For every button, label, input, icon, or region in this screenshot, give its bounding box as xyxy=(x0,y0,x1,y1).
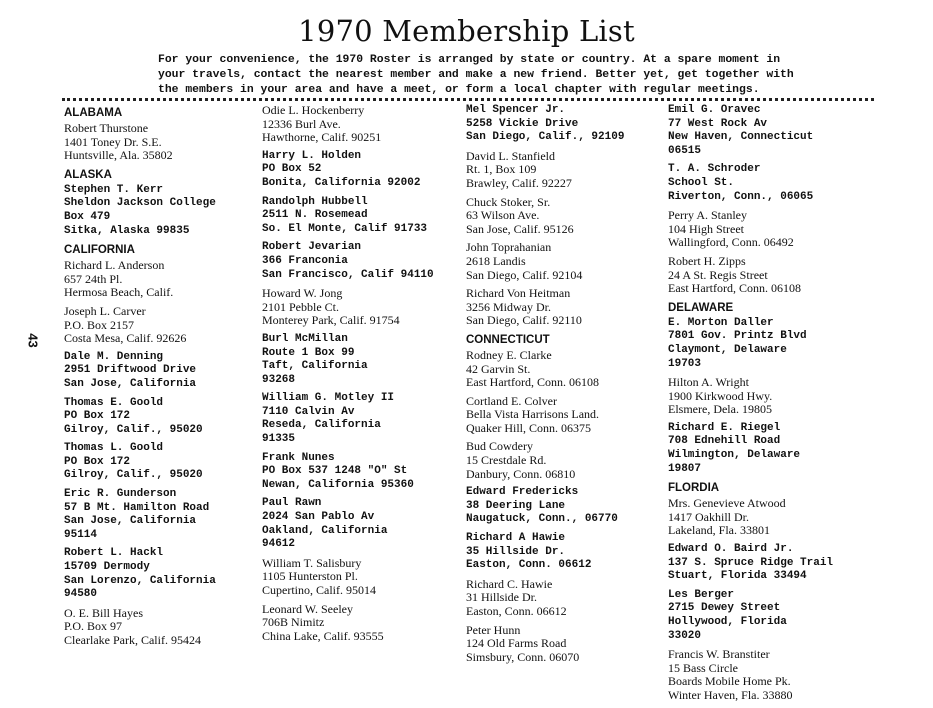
member-entry xyxy=(64,305,254,346)
member-name: Randolph Hubbell xyxy=(262,195,368,208)
intro-paragraph xyxy=(158,53,888,98)
member-address-line: 708 Ednehill Road xyxy=(668,435,781,448)
member-name: Leonard W. Seeley xyxy=(262,601,353,616)
member-entry xyxy=(668,543,888,584)
member-entry xyxy=(466,440,666,481)
member-address-line: 57 B Mt. Hamilton Road xyxy=(64,501,210,514)
member-name: Robert H. Zipps xyxy=(668,253,746,268)
member-address-line: 2951 Driftwood Drive xyxy=(64,364,197,377)
member-address-line: Bella Vista Harrisons Land. xyxy=(466,407,600,422)
member-address-line: Gilroy, Calif., 95020 xyxy=(64,423,203,436)
member-entry xyxy=(64,184,254,238)
member-address-line: 137 S. Spruce Ridge Trail xyxy=(668,556,834,569)
member-address-line: Monterey Park, Calif. 91754 xyxy=(262,313,400,328)
member-name: Mrs. Genevieve Atwood xyxy=(668,496,786,511)
member-address-line: 63 Wilson Ave. xyxy=(466,208,540,223)
member-entry xyxy=(262,287,462,328)
member-address-line: Hollywood, Florida xyxy=(668,616,787,628)
member-address-line: 2101 Pebble Ct. xyxy=(262,299,339,314)
member-address-line: Sitka, Alaska 99835 xyxy=(64,224,190,237)
member-address-line: East Hartford, Conn. 06108 xyxy=(668,281,801,296)
member-address-line: PO Box 172 xyxy=(64,410,131,423)
member-address-line: 38 Deering Lane xyxy=(466,499,566,512)
member-name: Les Berger xyxy=(668,588,735,601)
member-name: Odie L. Hockenberry xyxy=(262,103,365,117)
page-title: 1970 Membership List xyxy=(298,14,635,48)
member-address-line: PO Box 537 1248 "O" St xyxy=(262,465,408,478)
member-name: Richard E. Riegel xyxy=(668,421,781,434)
member-name: Mel Spencer Jr. xyxy=(466,104,566,116)
member-entry xyxy=(668,376,888,417)
member-address-line: 15709 Dermody xyxy=(64,561,150,574)
member-name: Edward O. Baird Jr. xyxy=(668,543,794,556)
intro-line: the members in your area and have a meet, or form a local chapter with regular meetings. xyxy=(158,84,760,96)
member-name: Robert Thurstone xyxy=(64,121,149,135)
member-address-line: 366 Franconia xyxy=(262,254,348,267)
member-name: Peter Hunn xyxy=(466,622,521,637)
member-entry xyxy=(668,497,888,538)
member-address-line: 19703 xyxy=(668,357,702,370)
member-name: Hilton A. Wright xyxy=(668,375,749,390)
member-address-line: Wallingford, Conn. 06492 xyxy=(668,235,794,250)
member-address-line: 7110 Calvin Av xyxy=(262,405,355,418)
member-name: Richard C. Hawie xyxy=(466,576,553,591)
member-address-line: 42 Garvin St. xyxy=(466,361,531,376)
member-name: T. A. Schroder xyxy=(668,163,761,176)
member-name: O. E. Bill Hayes xyxy=(64,605,143,620)
roster-column-4 xyxy=(668,104,888,708)
member-entry xyxy=(64,607,254,648)
state-heading: CONNECTICUT xyxy=(466,333,550,346)
roster-column-2 xyxy=(262,104,462,648)
member-entry xyxy=(668,104,888,158)
member-address-line: Simsbury, Conn. 06070 xyxy=(466,649,580,664)
member-address-line: Oakland, California xyxy=(262,524,388,537)
member-entry xyxy=(64,351,254,392)
member-entry xyxy=(64,259,254,300)
member-address-line: 35 Hillside Dr. xyxy=(466,545,566,558)
member-address-line: Bonita, California 92002 xyxy=(262,176,421,189)
member-entry xyxy=(466,532,666,573)
member-name: Robert Jevarian xyxy=(262,241,362,254)
member-address-line: 91335 xyxy=(262,433,296,446)
state-heading: ALABAMA xyxy=(64,107,123,119)
member-name: William T. Salisbury xyxy=(262,555,362,570)
state-heading: ALASKA xyxy=(64,168,112,181)
member-name: Richard A Hawie xyxy=(466,532,566,545)
member-entry xyxy=(262,497,462,551)
member-name: Howard W. Jong xyxy=(262,286,343,301)
member-entry xyxy=(262,241,462,282)
member-address-line: So. El Monte, Calif 91733 xyxy=(262,222,428,235)
member-name: Thomas E. Goold xyxy=(64,396,164,409)
member-address-line: 15 Crestdale Rd. xyxy=(466,453,547,468)
member-name: Cortland E. Colver xyxy=(466,393,557,408)
member-address-line: Gilroy, Calif., 95020 xyxy=(64,469,203,482)
member-name: David L. Stanfield xyxy=(466,148,555,163)
member-address-line: P.O. Box 2157 xyxy=(64,317,135,332)
member-entry xyxy=(466,241,666,282)
member-entry xyxy=(466,395,666,436)
member-address-line: Hawthorne, Calif. 90251 xyxy=(262,130,382,145)
member-address-line: Winter Haven, Fla. 33880 xyxy=(668,687,793,702)
member-entry xyxy=(262,392,462,446)
member-address-line: School St. xyxy=(668,176,735,189)
member-address-line: China Lake, Calif. 93555 xyxy=(262,628,384,643)
member-address-line: Hermosa Beach, Calif. xyxy=(64,285,174,300)
member-address-line: P.O. Box 97 xyxy=(64,619,123,634)
member-address-line: San Jose, California xyxy=(64,515,197,528)
member-entry xyxy=(262,452,462,493)
member-name: E. Morton Daller xyxy=(668,316,774,329)
member-entry xyxy=(262,557,462,598)
member-address-line: 7801 Gov. Printz Blvd xyxy=(668,330,807,343)
state-heading: DELAWARE xyxy=(668,301,734,314)
member-address-line: Riverton, Conn., 06065 xyxy=(668,190,814,203)
member-address-line: San Lorenzo, California xyxy=(64,574,216,587)
member-address-line: 124 Old Farms Road xyxy=(466,636,567,651)
member-name: Robert L. Hackl xyxy=(64,547,164,560)
member-name: Perry A. Stanley xyxy=(668,208,747,223)
member-address-line: East Hartford, Conn. 06108 xyxy=(466,375,599,390)
member-address-line: Reseda, California xyxy=(262,419,381,432)
member-address-line: 2024 San Pablo Av xyxy=(262,511,375,524)
member-name: William G. Motley II xyxy=(262,392,395,405)
member-entry xyxy=(466,104,666,145)
member-entry xyxy=(466,349,666,390)
member-address-line: 31 Hillside Dr. xyxy=(466,590,537,605)
member-entry xyxy=(64,397,254,438)
member-address-line: San Jose, Calif. 95126 xyxy=(466,221,574,236)
member-entry xyxy=(466,196,666,237)
member-address-line: PO Box 172 xyxy=(64,455,131,468)
member-address-line: Easton, Conn. 06612 xyxy=(466,604,567,618)
member-address-line: New Haven, Connecticut xyxy=(668,131,814,144)
member-address-line: 93268 xyxy=(262,373,296,386)
member-address-line: Naugatuck, Conn., 06770 xyxy=(466,513,618,526)
member-entry xyxy=(64,122,254,163)
member-name: Edward Fredericks xyxy=(466,486,579,499)
member-address-line: Wilmington, Delaware xyxy=(668,449,801,462)
member-entry xyxy=(466,624,666,665)
member-entry xyxy=(466,287,666,328)
member-name: Dale M. Denning xyxy=(64,350,164,363)
member-entry xyxy=(668,317,888,371)
member-name: John Toprahanian xyxy=(466,240,552,255)
roster-column-3 xyxy=(466,104,666,669)
member-entry xyxy=(64,547,254,601)
member-entry xyxy=(262,603,462,644)
member-address-line: 1900 Kirkwood Hwy. xyxy=(668,388,773,403)
member-address-line: 33020 xyxy=(668,629,702,642)
state-heading: CALIFORNIA xyxy=(64,244,135,257)
member-name: Richard L. Anderson xyxy=(64,258,165,273)
member-address-line: Elsmere, Dela. 19805 xyxy=(668,402,772,417)
member-address-line: PO Box 52 xyxy=(262,163,322,176)
member-name: Eric R. Gunderson xyxy=(64,488,177,501)
member-address-line: 706B Nimitz xyxy=(262,615,325,630)
member-address-line: Taft, California xyxy=(262,360,368,373)
member-address-line: Box 479 xyxy=(64,210,111,223)
member-name: Harry L. Holden xyxy=(262,149,362,162)
member-entry xyxy=(668,163,888,204)
member-entry xyxy=(466,150,666,191)
member-address-line: Quaker Hill, Conn. 06375 xyxy=(466,420,591,435)
member-name: Francis W. Branstiter xyxy=(668,647,770,662)
member-name: Rodney E. Clarke xyxy=(466,347,552,362)
member-address-line: 12336 Burl Ave. xyxy=(262,116,341,131)
member-address-line: Lakeland, Fla. 33801 xyxy=(668,523,770,538)
member-address-line: Route 1 Box 99 xyxy=(262,346,355,359)
member-address-line: Danbury, Conn. 06810 xyxy=(466,466,576,481)
member-address-line: 104 High Street xyxy=(668,221,744,236)
member-address-line: Costa Mesa, Calif. 92626 xyxy=(64,331,187,346)
member-name: Bud Cowdery xyxy=(466,439,533,454)
member-entry xyxy=(668,255,888,296)
roster-column-1 xyxy=(64,104,254,653)
member-address-line: Claymont, Delaware xyxy=(668,343,787,356)
member-address-line: 1401 Toney Dr. S.E. xyxy=(64,134,162,149)
member-address-line: Stuart, Florida 33494 xyxy=(668,570,807,583)
member-name: Chuck Stoker, Sr. xyxy=(466,194,551,209)
member-entry xyxy=(668,648,888,702)
member-entry xyxy=(262,196,462,237)
member-entry xyxy=(262,104,462,145)
member-address-line: San Diego, Calif. 92104 xyxy=(466,267,583,282)
member-entry xyxy=(64,488,254,542)
member-address-line: 2511 N. Rosemead xyxy=(262,209,368,222)
dotted-divider xyxy=(62,98,874,101)
member-entry xyxy=(668,209,888,250)
member-address-line: Easton, Conn. 06612 xyxy=(466,559,592,572)
member-entry xyxy=(262,150,462,191)
member-address-line: 2715 Dewey Street xyxy=(668,602,781,615)
member-address-line: Clearlake Park, Calif. 95424 xyxy=(64,633,201,647)
intro-line: your travels, contact the nearest member and make a new friend. Better yet, get together with xyxy=(158,69,794,81)
member-address-line: 5258 Vickie Drive xyxy=(466,117,579,130)
page-number: 43 xyxy=(25,333,41,348)
member-address-line: 94580 xyxy=(64,588,98,601)
member-address-line: 19807 xyxy=(668,462,702,475)
member-entry xyxy=(64,442,254,483)
member-name: Emil G. Oravec xyxy=(668,104,761,116)
member-address-line: 06515 xyxy=(668,144,702,157)
member-address-line: San Francisco, Calif 94110 xyxy=(262,268,434,281)
member-entry xyxy=(466,486,666,527)
member-name: Burl McMillan xyxy=(262,332,348,345)
member-name: Thomas L. Goold xyxy=(64,442,164,455)
state-heading: FLORDIA xyxy=(668,482,720,495)
member-entry xyxy=(262,333,462,387)
member-address-line: 15 Bass Circle xyxy=(668,660,738,675)
member-address-line: 657 24th Pl. xyxy=(64,271,123,286)
member-name: Joseph L. Carver xyxy=(64,303,146,318)
member-address-line: 95114 xyxy=(64,528,98,541)
member-address-line: San Jose, California xyxy=(64,377,197,390)
member-address-line: 2618 Landis xyxy=(466,253,526,268)
member-name: Richard Von Heitman xyxy=(466,286,571,301)
member-address-line: Brawley, Calif. 92227 xyxy=(466,175,572,190)
member-name: Paul Rawn xyxy=(262,497,322,510)
member-address-line: Newan, California 95360 xyxy=(262,478,414,491)
member-address-line: 94612 xyxy=(262,538,296,551)
member-name: Frank Nunes xyxy=(262,451,335,464)
member-entry xyxy=(466,578,666,619)
member-address-line: 24 A St. Regis Street xyxy=(668,267,768,282)
member-entry xyxy=(668,589,888,643)
member-address-line: Cupertino, Calif. 95014 xyxy=(262,583,376,597)
intro-line: For your convenience, the 1970 Roster is arranged by state or country. At a spare moment in xyxy=(158,54,781,66)
member-address-line: San Diego, Calif., 92109 xyxy=(466,131,625,144)
member-address-line: Boards Mobile Home Pk. xyxy=(668,674,791,689)
member-address-line: San Diego, Calif. 92110 xyxy=(466,313,582,328)
member-address-line: Rt. 1, Box 109 xyxy=(466,162,537,177)
member-address-line: 3256 Midway Dr. xyxy=(466,299,551,314)
member-address-line: Sheldon Jackson College xyxy=(64,197,216,210)
member-address-line: 77 West Rock Av xyxy=(668,117,768,130)
member-name: Stephen T. Kerr xyxy=(64,183,164,196)
member-address-line: Huntsville, Ala. 35802 xyxy=(64,148,173,163)
member-address-line: 1417 Oakhill Dr. xyxy=(668,509,749,524)
member-entry xyxy=(668,422,888,476)
member-address-line: 1105 Hunterston Pl. xyxy=(262,569,358,584)
